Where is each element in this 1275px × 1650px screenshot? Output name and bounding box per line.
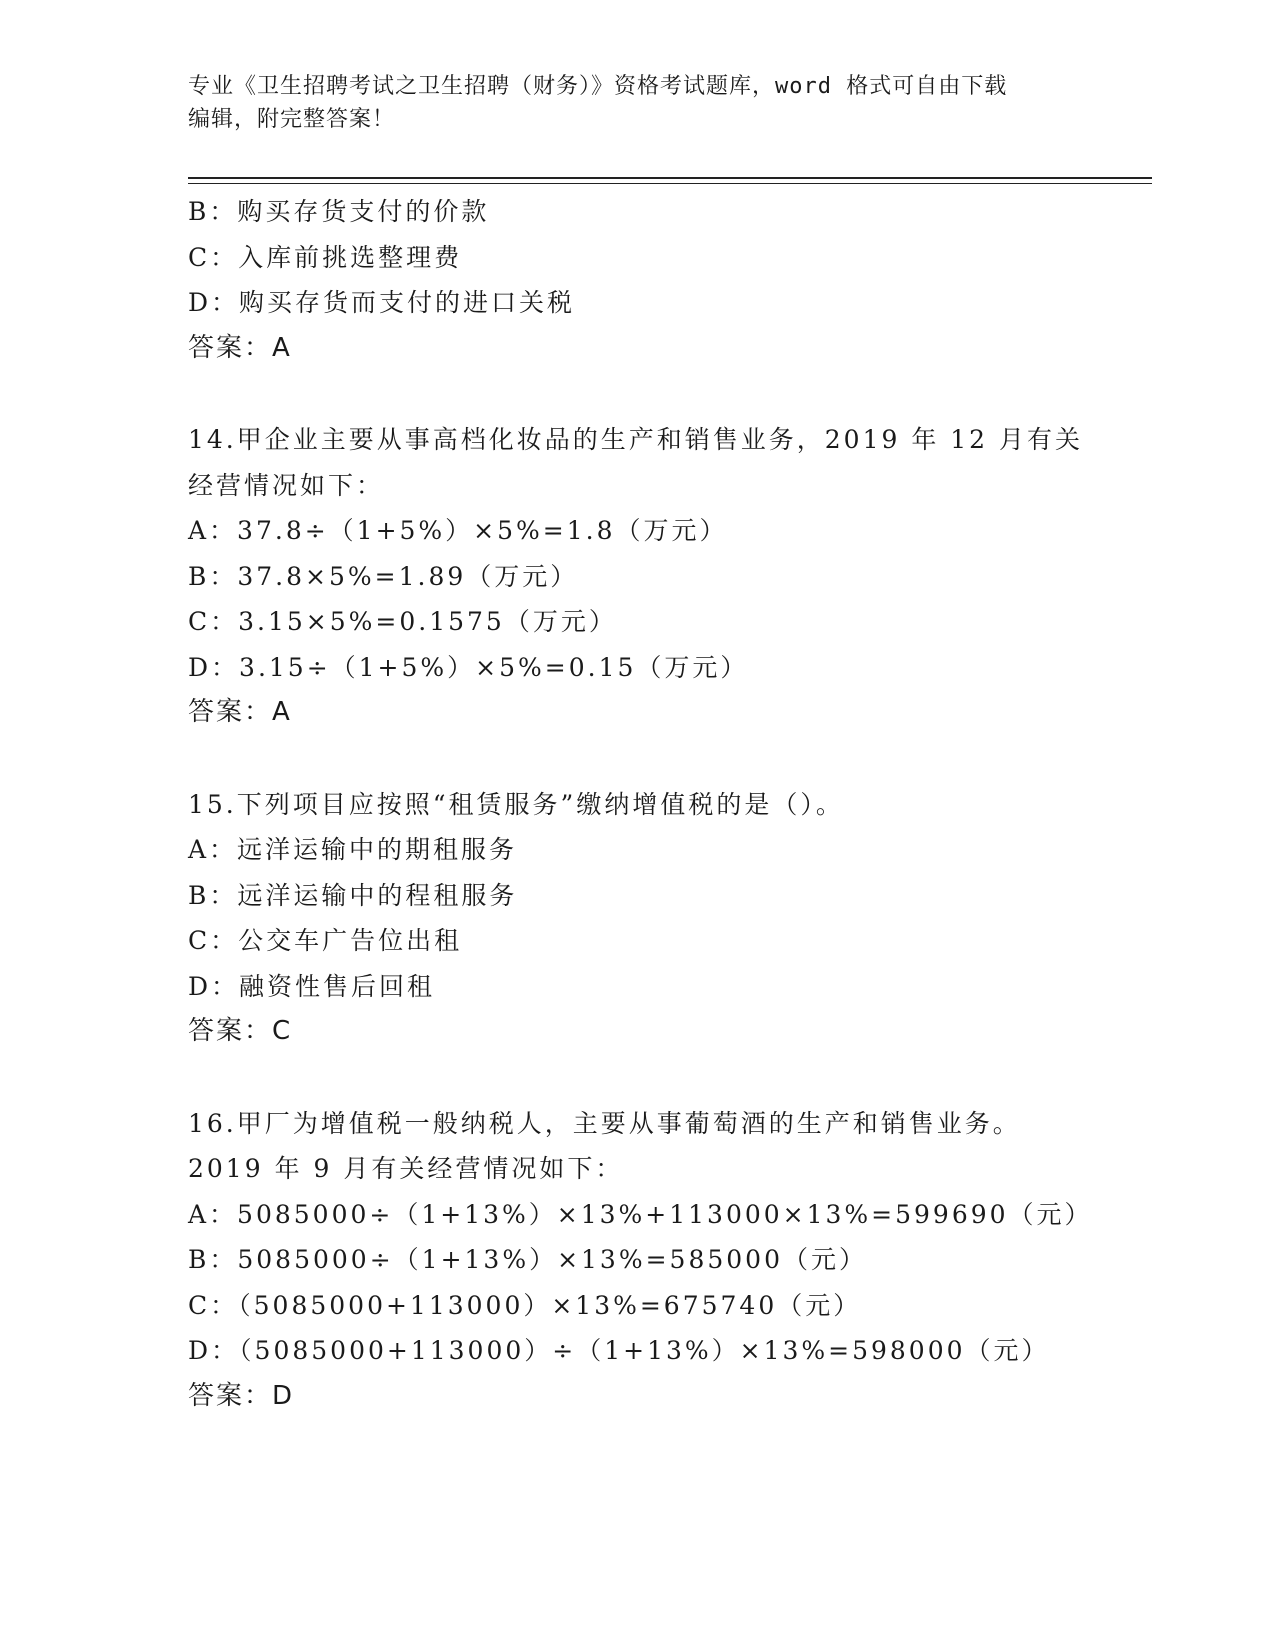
option-d: D：（5085000+113000）÷（1+13%）×13%=598000（元） bbox=[188, 1336, 1050, 1365]
question-13-continued bbox=[188, 189, 1152, 371]
question-list bbox=[188, 189, 1152, 1419]
option-d: D：购买存货而支付的进口关税 bbox=[188, 288, 576, 317]
spacer bbox=[188, 371, 1152, 417]
option-c: C：（5085000+113000）×13%=675740（元） bbox=[188, 1290, 862, 1320]
option-c: C：入库前挑选整理费 bbox=[188, 242, 463, 272]
question-14 bbox=[188, 417, 1152, 736]
question-stem: 14.甲企业主要从事高档化妆品的生产和销售业务，2019 年 12 月有关 bbox=[188, 425, 1084, 454]
spacer bbox=[188, 1055, 1152, 1101]
option-a: A：5085000÷（1+13%）×13%+113000×13%=599690（元） bbox=[188, 1199, 1093, 1229]
document-header bbox=[188, 70, 1068, 136]
answer: 答案：D bbox=[188, 1380, 295, 1411]
header-rule-thin bbox=[188, 183, 1152, 184]
option-a: A：远洋运输中的期租服务 bbox=[188, 835, 518, 864]
answer: 答案：A bbox=[188, 332, 292, 363]
question-stem: 15.下列项目应按照“租赁服务”缴纳增值税的是（）。 bbox=[188, 789, 844, 819]
question-stem-continued: 2019 年 9 月有关经营情况如下： bbox=[188, 1154, 624, 1183]
option-b: B：5085000÷（1+13%）×13%=585000（元） bbox=[188, 1245, 867, 1274]
question-15 bbox=[188, 782, 1152, 1055]
option-b: B：37.8×5%=1.89（万元） bbox=[188, 561, 579, 591]
option-b: B：远洋运输中的程租服务 bbox=[188, 880, 518, 910]
option-d: D：3.15÷（1+5%）×5%=0.15（万元） bbox=[188, 652, 749, 682]
header-line-2: 编辑，附完整答案！ bbox=[188, 107, 396, 132]
header-line-1: 专业《卫生招聘考试之卫生招聘（财务）》资格考试题库，word 格式可自由下载 bbox=[188, 74, 1008, 99]
header-rule-thick bbox=[188, 177, 1152, 179]
question-stem-continued: 经营情况如下： bbox=[188, 470, 385, 500]
option-d: D：融资性售后回租 bbox=[188, 971, 436, 1001]
answer: 答案：C bbox=[188, 1016, 293, 1046]
option-c: C：公交车广告位出租 bbox=[188, 926, 463, 955]
option-c: C：3.15×5%=0.1575（万元） bbox=[188, 607, 617, 636]
question-stem: 16.甲厂为增值税一般纳税人，主要从事葡萄酒的生产和销售业务。 bbox=[188, 1108, 1021, 1138]
option-b: B：购买存货支付的价款 bbox=[188, 197, 490, 226]
answer: 答案：A bbox=[188, 697, 292, 727]
option-a: A：37.8÷（1+5%）×5%=1.8（万元） bbox=[188, 516, 728, 545]
question-16 bbox=[188, 1101, 1152, 1420]
spacer bbox=[188, 736, 1152, 782]
